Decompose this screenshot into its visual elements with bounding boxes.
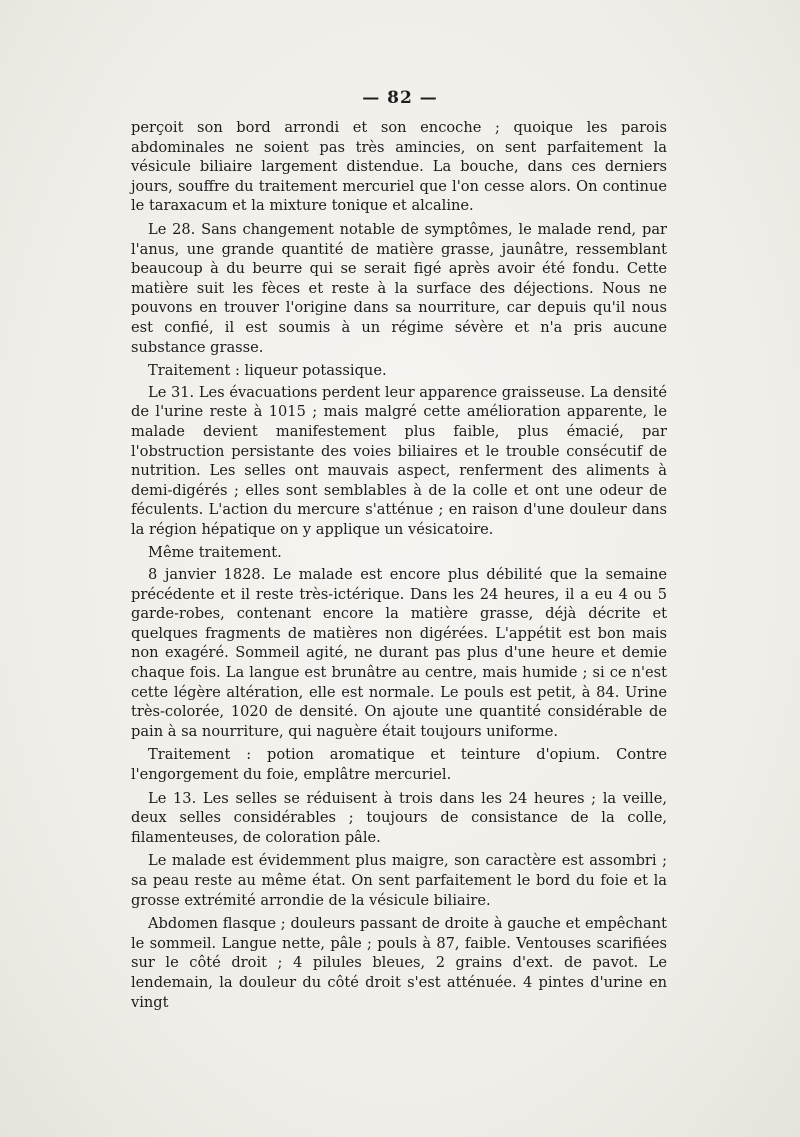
paragraph: 8 janvier 1828. Le malade est encore plus débilité que la semaine précédente et il reste très-ictérique. Dans les 24 heures, il a eu 4 ou 5 garde-robes, contenant encore la matière grasse, déjà décrite et quelques fragments de matières non digérées. L'appétit est bon mais non exagéré. Sommeil agité, ne durant pas plus d'une heure et demie chaque fois. La langue est brunâtre au centre, mais humide ; si ce n'est cette légère altération, elle est normale. Le pouls est petit, à 84. Urine très-colorée, 1020 de densité. On ajoute une quantité considérable de pain à sa nourriture, qui naguère était toujours uniforme. — [131, 566, 667, 740]
paragraph: perçoit son bord arrondi et son encoche ; quoique les parois abdominales ne soient pas très amincies, on sent parfaitement la vésicule biliaire largement distendue. La bouche, dans ces derniers jours, souffre du traitement mercuriel que l'on cesse alors. On continue le taraxacum et la mixture tonique et alcaline. — [131, 119, 667, 215]
page-number: — 82 — — [362, 88, 438, 108]
paragraph: Même traitement. — [148, 544, 282, 562]
paragraph: Le 13. Les selles se réduisent à trois dans les 24 heures ; la veille, deux selles considérables ; toujours de consistance de la colle, filamenteuses, de coloration pâle. — [131, 789, 667, 846]
paragraph: Le 31. Les évacuations perdent leur apparence graisseuse. La densité de l'urine reste à 1015 ; mais malgré cette amélioration apparente, le malade devient manifestement plus faible, plus émacié, par l'obstruction persistante des voies biliaires et le trouble consécutif de nutrition. Les selles ont mauvais aspect, renferment des aliments à demi-digérés ; elles sont semblables à de la colle et ont une odeur de féculents. L'action du mercure s'atténue ; en raison d'une douleur dans la région hépatique on y applique un vésicatoire. — [131, 383, 667, 538]
paragraph: Le 28. Sans changement notable de symptômes, le malade rend, par l'anus, une grande quantité de matière grasse, jaunâtre, ressemblant beaucoup à du beurre qui se serait figé après avoir été fondu. Cette matière suit les fèces et reste à la surface des déjections. Nous ne pouvons en trouver l'origine dans sa nourriture, car depuis qu'il nous est confié, il est soumis à un régime sévère et n'a pris aucune substance grasse. — [131, 220, 667, 356]
paragraph: Traitement : liqueur potassique. — [148, 362, 387, 380]
paragraph: Abdomen flasque ; douleurs passant de droite à gauche et empêchant le sommeil. Langue nette, pâle ; pouls à 87, faible. Ventouses scarifiées sur le côté droit ; 4 pilules bleues, 2 grains d'ext. de pavot. Le lendemain, la douleur du côté droit s'est atténuée. 4 pintes d'urine en vingt — [131, 915, 667, 1011]
paragraph: Le malade est évidemment plus maigre, son caractère est assombri ; sa peau reste au même état. On sent parfaitement le bord du foie et la grosse extrémité arrondie de la vésicule biliaire. — [131, 852, 667, 909]
body-text — [131, 118, 667, 1016]
paragraph: Traitement : potion aromatique et teinture d'opium. Contre l'engorgement du foie, emplâtre mercuriel. — [131, 746, 667, 783]
